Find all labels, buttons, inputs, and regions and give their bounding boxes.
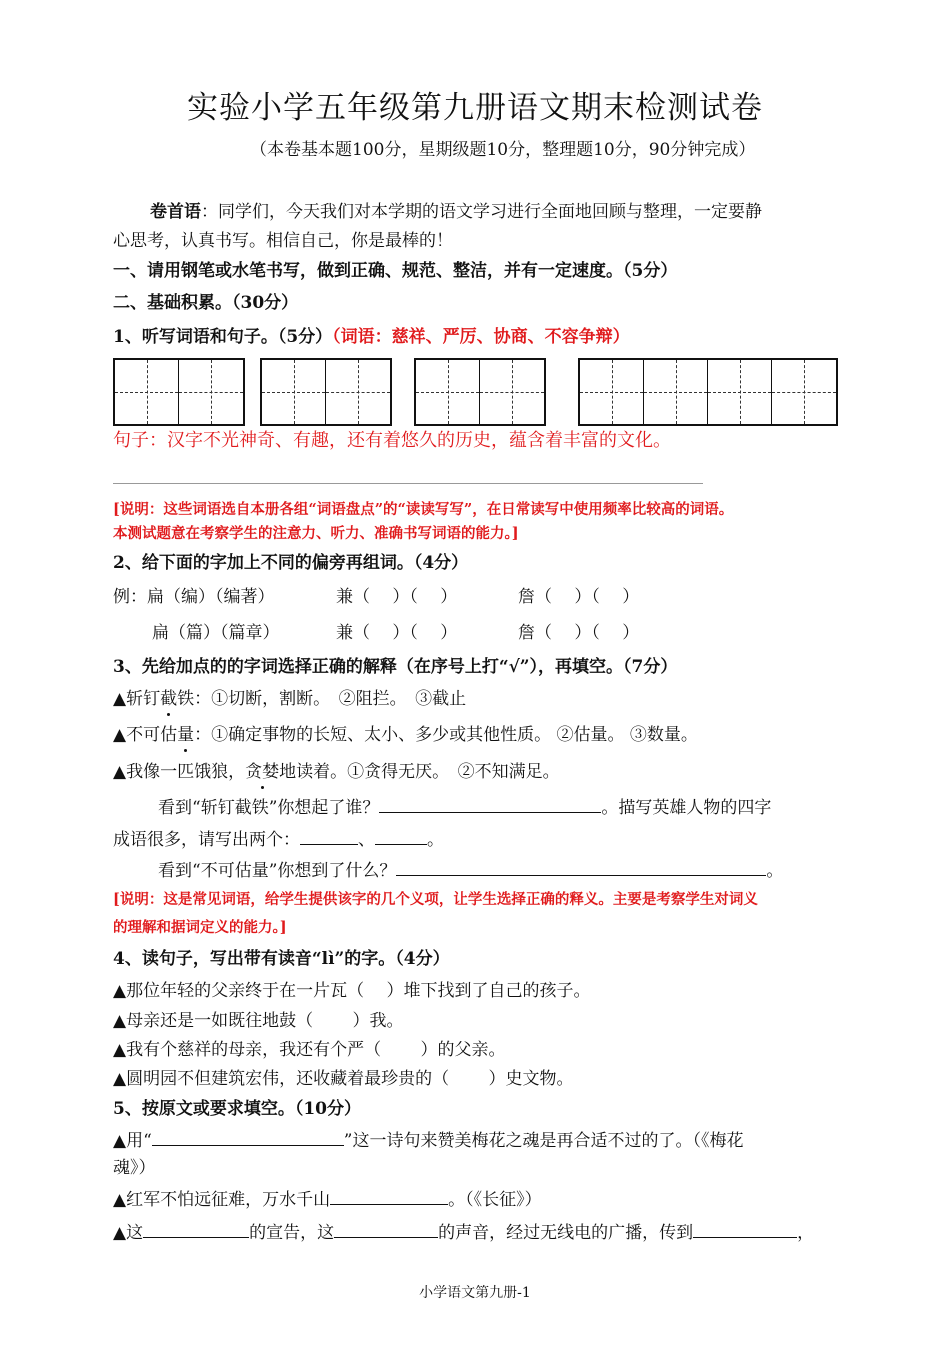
blank-idiom-1[interactable]	[300, 826, 358, 845]
q5-item-3: ▲这 的宣告，这 的声音，经过无线电的广播，传到 ，	[113, 1219, 814, 1246]
q2-heading: 2、给下面的字加上不同的偏旁再组词。（4分）	[113, 553, 469, 573]
writing-grid-3[interactable]	[414, 358, 546, 426]
writing-grid-2[interactable]	[260, 358, 392, 426]
q5-heading: 5、按原文或要求填空。（10分）	[113, 1099, 361, 1119]
q3-note-line-1: [说明：这是常见词语，给学生提供该字的几个义项，让学生选择正确的释义。主要是考察学生对词义	[113, 891, 758, 908]
preface-line-1	[150, 199, 762, 225]
blank-hero-name[interactable]	[379, 794, 601, 813]
q5-item-1: ▲用“ ”这一诗句来赞美梅花之魂是再合适不过的了。（《梅花	[113, 1127, 743, 1154]
writing-cell[interactable]	[326, 360, 390, 424]
q4-sentence-3[interactable]: ▲我有个慈祥的母亲，我还有个严（ ）的父亲。	[113, 1040, 506, 1060]
writing-cell[interactable]	[480, 360, 544, 424]
sentence-writing-line[interactable]	[113, 483, 703, 484]
q3-heading: 3、先给加点的的字词选择正确的解释（在序号上打“√”），再填空。（7分）	[113, 657, 678, 677]
preface-text-1: ：同学们，今天我们对本学期的语文学习进行全面地回顾与整理，一定要静	[201, 202, 762, 222]
q4-heading: 4、读句子，写出带有读音“lì”的字。（4分）	[113, 949, 450, 969]
writing-cell[interactable]	[416, 360, 480, 424]
blank-plum-poem[interactable]	[152, 1127, 344, 1146]
blank-inestimable[interactable]	[396, 857, 766, 876]
writing-cell[interactable]	[262, 360, 326, 424]
q1-words: （词语：慈祥、严厉、协商、不容争辩）	[332, 327, 630, 347]
q3-item-2[interactable]: ▲不可估量：①确定事物的长短、太小、多少或其他性质。 ②估量。 ③数量。	[113, 722, 698, 748]
writing-cell[interactable]	[644, 360, 708, 424]
page-footer: 小学语文第九册-1	[419, 1285, 531, 1301]
q2-item-zhan-1[interactable]: 詹（ ）（ ）	[518, 587, 640, 607]
preface-label: 卷首语	[150, 202, 201, 222]
writing-cell[interactable]	[115, 360, 179, 424]
q5-item-2: ▲红军不怕远征难，万水千山 。（《长征》）	[113, 1186, 542, 1213]
q1-sentence: 句子：汉字不光神奇、有趣，还有着悠久的历史，蕴含着丰富的文化。	[113, 430, 671, 451]
writing-grid-4[interactable]	[578, 358, 838, 426]
blank-voice[interactable]	[334, 1219, 438, 1238]
q2-example-2: 扁（篇）（篇章）	[152, 623, 280, 643]
page-title: 实验小学五年级第九册语文期末检测试卷	[187, 90, 763, 126]
q3-item-1[interactable]: ▲斩钉截铁：①切断，割断。 ②阻拦。 ③截止	[113, 686, 466, 712]
page-subtitle: （本卷基本题100分，星期级题10分，整理题10分，90分钟完成）	[250, 140, 756, 160]
writing-cell[interactable]	[772, 360, 836, 424]
q3-item-3[interactable]: ▲我像一匹饿狼，贪婪地读着。①贪得无厌。 ②不知满足。	[113, 759, 560, 785]
q4-sentence-4[interactable]: ▲圆明园不但建筑宏伟，还收藏着最珍贵的（ ）史文物。	[113, 1069, 574, 1089]
q1-note-line-2: 本测试题意在考察学生的注意力、听力、准确书写词语的能力。]	[113, 525, 519, 542]
q4-sentence-2[interactable]: ▲母亲还是一如既往地鼓（ ）我。	[113, 1011, 404, 1031]
q2-item-jian-1[interactable]: 兼（ ）（ ）	[336, 587, 458, 607]
q1-heading	[113, 324, 630, 350]
q1-title: 1、听写词语和句子。（5分）	[113, 327, 333, 347]
writing-grid-1[interactable]	[113, 358, 245, 426]
preface-line-2: 心思考，认真书写。相信自己，你是最棒的！	[113, 231, 453, 251]
q3-fill-2: 成语很多，请写出两个： 、 。	[113, 826, 444, 853]
q1-note-line-1: [说明：这些词语选自本册各组“词语盘点”的“读读写写”，在日常读写中使用频率比较高的词语。	[113, 501, 734, 518]
q2-item-zhan-2[interactable]: 詹（ ）（ ）	[518, 623, 640, 643]
blank-long-march[interactable]	[330, 1186, 448, 1205]
section-1-heading: 一、请用钢笔或水笔书写，做到正确、规范、整洁，并有一定速度。（5分）	[113, 261, 678, 281]
q3-fill-3: 看到“不可估量”你想到了什么？ 。	[158, 857, 783, 884]
q2-example-1: 例：扁（编）（编著）	[113, 587, 275, 607]
q3-note-line-2: 的理解和据词定义的能力。]	[113, 919, 287, 936]
writing-cell[interactable]	[580, 360, 644, 424]
q4-sentence-1[interactable]: ▲那位年轻的父亲终于在一片瓦（ ）堆下找到了自己的孩子。	[113, 981, 591, 1001]
blank-idiom-2[interactable]	[375, 826, 427, 845]
q3-fill-1: 看到“斩钉截铁”你想起了谁？ 。描写英雄人物的四字	[158, 794, 771, 821]
writing-cell[interactable]	[179, 360, 243, 424]
blank-destination[interactable]	[693, 1219, 797, 1238]
blank-declaration[interactable]	[143, 1219, 249, 1238]
section-2-heading: 二、基础积累。（30分）	[113, 293, 299, 313]
q5-item-1-cont: 魂》）	[113, 1158, 156, 1178]
writing-cell[interactable]	[708, 360, 772, 424]
q2-item-jian-2[interactable]: 兼（ ）（ ）	[336, 623, 458, 643]
